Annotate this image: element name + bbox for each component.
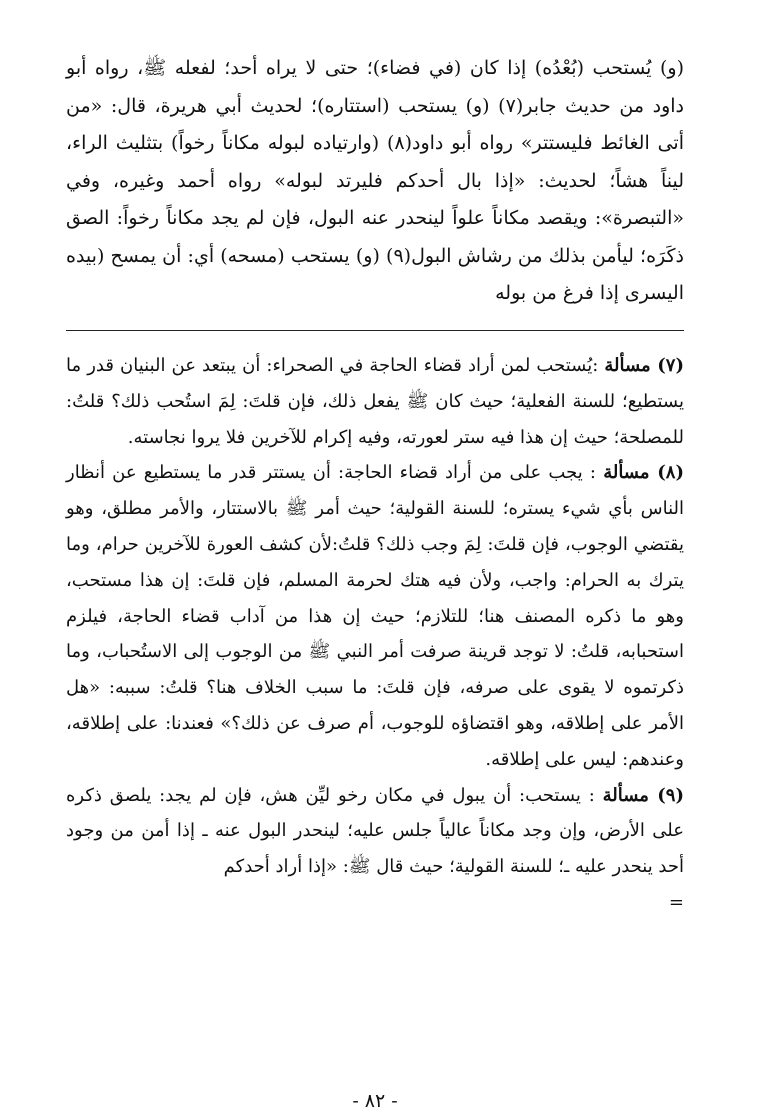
footnote-8: [66, 455, 684, 777]
footnote-7: [66, 348, 684, 455]
footnote-9-label: (٩) مسألة: [602, 784, 684, 806]
footnote-8-text: : يجب على من أراد قضاء الحاجة: أن يستتر قدر ما يستطيع عن أنظار الناس بأي شيء يستره؛ للسنة القولية؛ حيث أمر ﷺ بالاستتار، والأمر مطلق، وهو يقتضي الوجوب، فإن قلتَ: لِمَ وجب ذلك؟ قلتُ:لأن كشف العورة للآخرين حرام، وما يترك به الحرام: واجب، ولأن فيه هتك لحرمة المسلم، فإن قلتَ: إن هذا مستحب، وهو ما ذكره المصنف هنا؛ للتلازم؛ حيث إن هذا من آداب قضاء الحاجة، فيلزم استحبابه، قلتُ: لا توجد قرينة صرفت أمر النبي ﷺ من الوجوب إلى الاستُحباب، وما ذكرتموه لا يقوى على صرفه، فإن قلتَ: ما سبب الخلاف هنا؟ قلتُ: سببه: «هل الأمر على إطلاقه، وهو اقتضاؤه للوجوب، أم صرف عن ذلك؟» فعندنا: على إطلاقه، وعندهم: ليس على إطلاقه.: [66, 462, 684, 770]
footnote-9-text: : يستحب: أن يبول في مكان رخو ليِّن هش، فإن لم يجد: يلصق ذكره على الأرض، وإن وجد مكاناً عالياً جلس عليه؛ لينحدر البول عنه ـ إذا أمن من وجود أحد ينحدر عليه ـ؛ للسنة القولية؛ حيث قال ﷺ: «إذا أراد أحدكم: [66, 784, 684, 878]
footnote-9: [66, 778, 684, 885]
page-number: - ٨٢ -: [352, 1090, 398, 1112]
footnote-7-text: :يُستحب لمن أراد قضاء الحاجة في الصحراء: أن يبتعد عن البنيان قدر ما يستطيع؛ للسنة الفعلية؛ حيث كان ﷺ يفعل ذلك، فإن قلتَ: لِمَ استُحب ذلك؟ قلتُ: للمصلحة؛ حيث إن هذا فيه ستر لعورته، وفيه إكرام للآخرين فلا يروا نجاسته.: [66, 355, 684, 448]
main-text-paragraph: (و) يُستحب (بُعْدُه) إذا كان (في فضاء)؛ حتى لا يراه أحد؛ لفعله ﷺ، رواه أبو داود من حديث جابر(٧) (و) يستحب (استتاره)؛ لحديث أبي هريرة، قال: «من أتى الغائط فليستتر» رواه أبو داود(٨) (وارتياده لبوله مكاناً رخواً) بتثليث الراء، ليناً هشاً؛ لحديث: «إذا بال أحدكم فليرتد لبوله» رواه أحمد وغيره، وفي «التبصرة»: ويقصد مكاناً علواً لينحدر عنه البول، فإن لم يجد مكاناً رخواً: الصق ذكَرَه؛ ليأمن بذلك من رشاش البول(٩) (و) يستحب (مسحه) أي: أن يمسح (بيده اليسرى إذا فرغ من بوله: [66, 57, 685, 304]
footnotes-section: [66, 348, 684, 921]
footnote-7-label: (٧) مسألة: [604, 355, 684, 376]
footnote-separator: [66, 330, 684, 331]
footnote-8-label: (٨) مسألة: [603, 462, 684, 484]
book-page: [66, 50, 685, 1112]
continuation-mark: =: [668, 891, 684, 913]
